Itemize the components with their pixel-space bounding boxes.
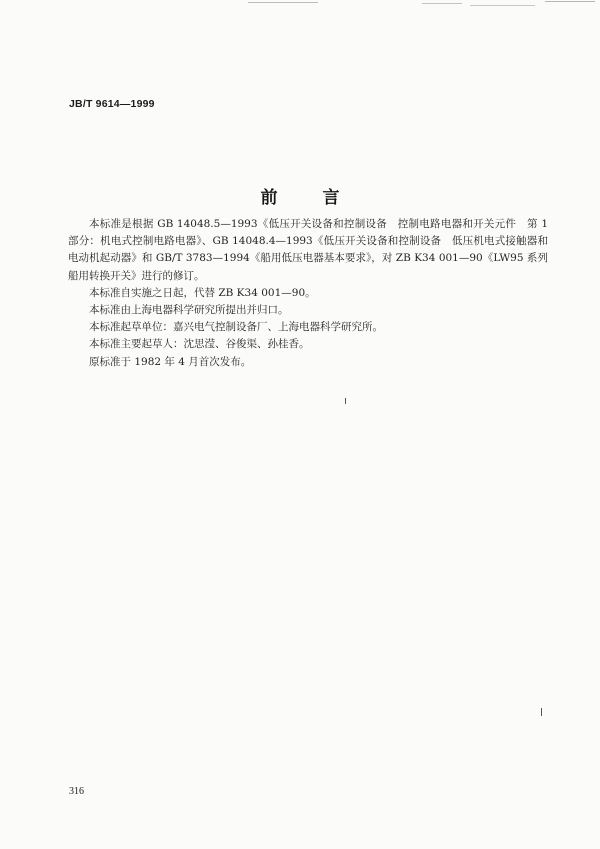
scan-speck (541, 708, 542, 716)
page-title: 前 言 (260, 188, 354, 208)
scan-artifact (422, 3, 462, 4)
scan-artifact (545, 1, 595, 2)
paragraph-drafting-units: 本标准起草单位：嘉兴电气控制设备厂、上海电器科学研究所。 (89, 321, 383, 334)
paragraph-revision-basis: 本标准是根据 GB 14048.5—1993《低压开关设备和控制设备 控制电路电器和开关元件 第 1 部分：机电式控制电路电器》、GB 14048.4—1993《低压开关设备和控制设备 低压机电式接触器和电动机起动器》和 GB/T 3783—1994《船用低压电器基本要求》，对 ZB K34 001—90《LW95 系列船用转换开关》进行的修订。 (68, 218, 548, 282)
page-number: 316 (69, 786, 84, 797)
standard-code: JB/T 9614—1999 (69, 98, 155, 110)
scan-speck (345, 398, 346, 404)
paragraph-proposer: 本标准由上海电器科学研究所提出并归口。 (89, 304, 289, 317)
scan-artifact (248, 2, 318, 3)
paragraph-replacement: 本标准自实施之日起，代替 ZB K34 001—90。 (89, 286, 316, 299)
paragraph-first-release: 原标准于 1982 年 4 月首次发布。 (89, 355, 252, 368)
foreword-body (68, 216, 548, 371)
scan-artifact (470, 5, 535, 6)
paragraph-drafters: 本标准主要起草人：沈思滢、谷俊渠、孙桂香。 (89, 338, 310, 351)
